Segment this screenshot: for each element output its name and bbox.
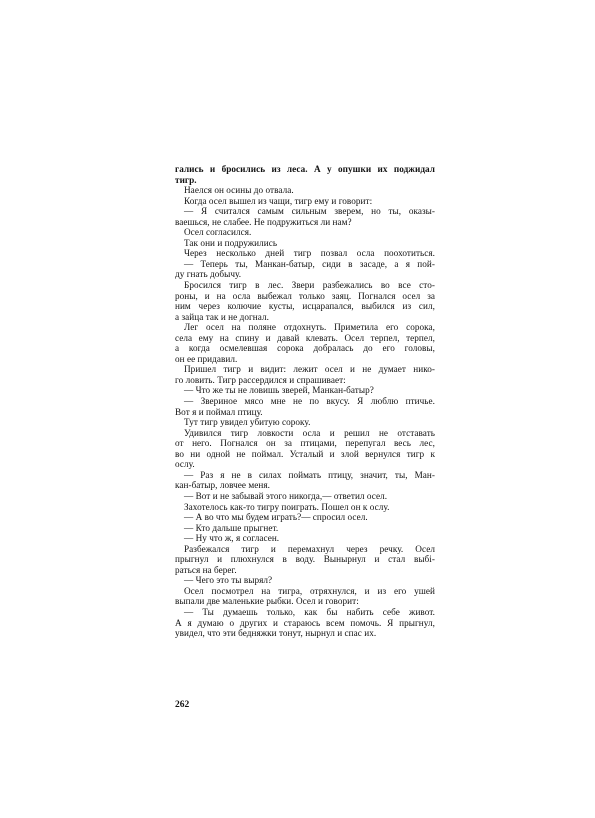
text-line: ду гнать добычу. bbox=[175, 269, 242, 280]
text-line: Лег осел на поляне отдохнуть. Приметила его сорока, bbox=[184, 322, 435, 333]
text-line: Когда осел вышел из чащи, тигр ему и говорит: bbox=[184, 195, 373, 206]
text-line: от него. Погнался он за птицами, перепугал весь лес, bbox=[175, 438, 435, 449]
text-line: ваешься, не слабее. Не подружиться ли нам? bbox=[175, 216, 352, 227]
text-line: выпали две маленькие рыбки. Осел и говорит: bbox=[175, 596, 359, 607]
text-line: — Чего это ты вырял? bbox=[184, 575, 273, 586]
text-line: — Звериное мясо мне не по вкусу. Я люблю птичье. bbox=[184, 396, 435, 407]
text-line: раться на берег. bbox=[175, 564, 237, 575]
text-line: он ее придавил. bbox=[175, 353, 238, 364]
text-line: Разбежался тигр и перемахнул через речку. Осел bbox=[184, 543, 435, 554]
text-line: Вот я и поймал птицу. bbox=[175, 406, 263, 417]
text-line: Пришел тигр и видит: лежит осел и не думает нико- bbox=[184, 364, 435, 375]
text-line: — А во что мы будем играть?— спросил осел. bbox=[184, 512, 368, 523]
book-page-text bbox=[175, 164, 435, 639]
text-line: Захотелось как-то тигру поиграть. Пошел он к ослу. bbox=[184, 501, 390, 512]
text-line: Тут тигр увидел убитую сороку. bbox=[184, 417, 311, 428]
text-line: а когда осмелевшая сорока добралась до его головы, bbox=[175, 343, 435, 354]
text-line: го ловить. Тигр рассердился и спрашивает: bbox=[175, 374, 346, 385]
text-line: прыгнул и плюхнулся в воду. Вынырнул и стал выбі- bbox=[175, 554, 435, 565]
text-line: тигр. bbox=[175, 174, 197, 185]
text-line: А я думаю о других и стараюсь всем помочь. Я прыгнул, bbox=[175, 617, 435, 628]
text-line: — Что же ты не ловишь зверей, Манкан-батыр? bbox=[184, 385, 374, 396]
text-line: увидел, что эти бедняжки тонут, нырнул и спас их. bbox=[175, 628, 377, 639]
page-number: 262 bbox=[175, 700, 190, 710]
text-line: — Вот и не забывай этого никогда,— ответил осел. bbox=[184, 490, 388, 501]
text-line: — Раз я не в силах поймать птицу, значит, ты, Ман- bbox=[184, 469, 435, 480]
text-line: кан-батыр, ловчее меня. bbox=[175, 480, 270, 491]
text-line: села ему на спину и давай клевать. Осел терпел, терпел, bbox=[175, 332, 435, 343]
text-line: а зайца так и не догнал. bbox=[175, 311, 269, 322]
text-line: ослу. bbox=[175, 459, 195, 470]
text-line: Осел согласился. bbox=[184, 227, 252, 238]
text-line: во ни одной не поймал. Усталый и злой вернулся тигр к bbox=[175, 448, 435, 459]
text-line: — Кто дальше прыгнет. bbox=[184, 522, 279, 533]
text-line: Так они и подружились bbox=[184, 237, 278, 248]
text-line: гались и бросились из леса. А у опушки их поджидал bbox=[175, 164, 435, 174]
text-line: — Ну что ж, я согласен. bbox=[184, 533, 280, 544]
text-line: роны, и на осла выбежал только заяц. Погнался осел за bbox=[175, 290, 435, 301]
text-line: — Теперь ты, Манкан-батыр, сиди в засаде, а я пой- bbox=[184, 258, 435, 269]
text-line: — Я считался самым сильным зверем, но ты, оказы- bbox=[184, 206, 435, 217]
text-line: Наелся он осины до отвала. bbox=[184, 185, 294, 196]
text-line: Бросился тигр в лес. Звери разбежались во все сто- bbox=[184, 280, 435, 291]
text-line: — Ты думаешь только, как бы набить себе живот. bbox=[184, 606, 435, 617]
text-line: ним через колючие кусты, исцарапался, выбился из сил, bbox=[175, 301, 435, 312]
text-line: Удивился тигр ловкости осла и решил не отставать bbox=[184, 427, 435, 438]
text-line: Осел посмотрел на тигра, отряхнулся, и из его ушей bbox=[184, 585, 435, 596]
text-line: Через несколько дней тигр позвал осла поохотиться. bbox=[184, 248, 435, 259]
